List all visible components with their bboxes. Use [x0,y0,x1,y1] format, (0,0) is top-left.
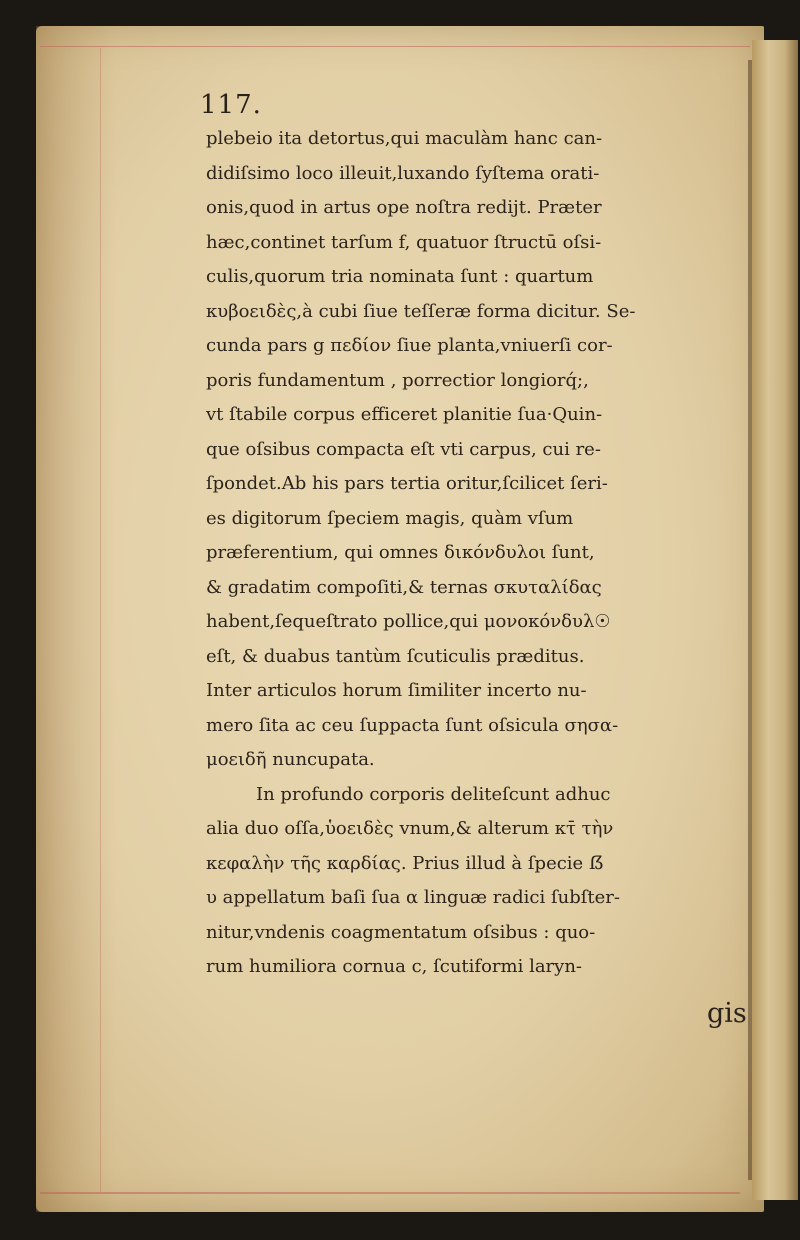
text-line: eſt, & duabus tantùm ſcuticulis præditus. [206,645,585,667]
text-line: es digitorum ſpeciem magis, quàm vſum [206,507,574,529]
text-line: onis,quod in artus ope noſtra redijt. Præter [206,197,602,218]
text-line: plebeio ita detortus,qui maculàm hanc can- [206,128,603,149]
ruled-line-top [40,46,750,47]
text-line: que oſsibus compacta eſt vti carpus, cui re- [206,438,601,460]
text-line: habent,ſequeſtrato pollice,qui μονοκόνδυλ☉ [206,611,611,632]
text-line: didiſsimo loco illeuit,luxando ſyſtema orati- [206,162,600,184]
paragraph-start-line: In profundo corporis deliteſcunt adhuc [256,783,611,805]
text-line: alia duo oſſa,ὑοειδὲς vnum,& alterum κτ̄ τὴν [206,818,614,839]
body-text [206,122,766,985]
text-line: & gradatim compoſiti,& ternas σκυταλίδας [206,576,602,598]
text-line: poris fundamentum , porrectior longiorq́;, [206,369,589,391]
text-line: nitur,vndenis coagmentatum oſsibus : quo- [206,921,596,943]
text-line: Inter articulos horum ſimiliter incerto nu- [206,680,587,701]
text-line: vt ſtabile corpus efficeret planitie ſua·Quin- [206,404,603,425]
page-number: 117. [200,90,262,120]
text-line: hæc,continet tarſum f, quatuor ſtructū oſsi- [206,231,602,253]
ruled-line-bottom [40,1192,740,1194]
text-line: κυβοειδὲς,à cubi ſiue teſſeræ forma dicitur. Se- [206,300,636,322]
text-line: culis,quorum tria nominata ſunt : quartum [206,266,594,287]
text-line: præferentium, qui omnes δικόνδυλοι ſunt, [206,542,595,563]
text-line: μοειδῆ nuncupata. [206,749,375,770]
text-line: υ appellatum baſi ſua α linguæ radici ſubſter- [206,887,620,908]
text-line: rum humiliora cornua ϲ, ſcutiformi laryn- [206,956,583,977]
text-line: cunda pars g πεδίον ſiue planta,vniuerſi cor- [206,335,613,356]
text-line: mero ſita ac ceu ſuppacta ſunt oſsicula σησα- [206,714,619,736]
ruled-line-left [100,48,101,1192]
text-line: κεφαλὴν τῆς καρδίας. Prius illud à ſpecie ẞ [206,852,604,874]
page-gutter [36,26,116,1212]
catchword: gis [707,998,747,1029]
text-line: ſpondet.Ab his pars tertia oritur,ſcilicet ſeri- [206,473,608,494]
